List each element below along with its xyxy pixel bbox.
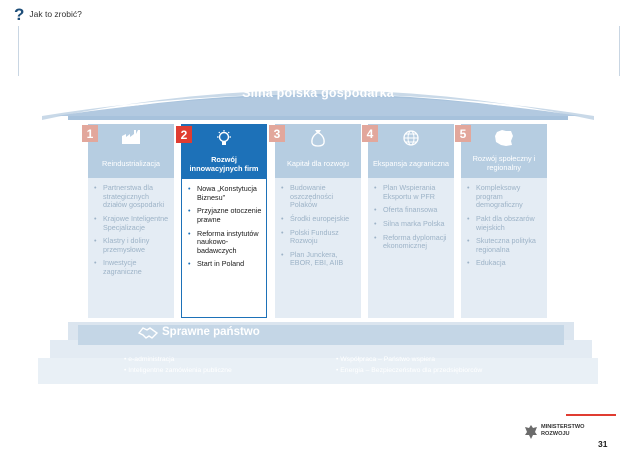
list-item: • Skuteczna polityka regionalna bbox=[467, 237, 543, 254]
pillar-title: Rozwój innowacyjnych firm bbox=[189, 155, 259, 173]
footer-rule bbox=[566, 414, 616, 416]
list-item: • Inwestycje zagraniczne bbox=[94, 259, 170, 276]
pillar-title: Rozwój społeczny i regionalny bbox=[472, 154, 536, 172]
list-item: • Partnerstwa dla strategicznych działów gospodarki bbox=[94, 184, 170, 210]
pillar-title: Reindustrializacja bbox=[102, 158, 160, 168]
list-item: • Kompleksowy program demograficzny bbox=[467, 184, 543, 210]
base-left-list bbox=[124, 355, 232, 376]
pillar-items bbox=[281, 184, 357, 273]
list-item: • Start in Poland bbox=[188, 260, 262, 269]
pillar-items bbox=[94, 184, 170, 282]
list-item: • Reforma dyplomacji ekonomicznej bbox=[374, 234, 450, 251]
temple-base bbox=[38, 322, 598, 384]
list-item: • Energia – Bezpieczeństwo dla przedsiębiorców bbox=[336, 366, 483, 374]
pillar-number: 1 bbox=[82, 125, 98, 142]
ministry-logo bbox=[541, 424, 585, 437]
list-item: • Silna marka Polska bbox=[374, 220, 450, 229]
list-item: • e-administracja bbox=[124, 356, 175, 363]
pillar-capital bbox=[275, 124, 361, 318]
poland-map-icon bbox=[461, 129, 547, 150]
list-item: • Współpraca – Państwo wspiera bbox=[336, 356, 436, 363]
list-item: • Plan Junckera, EBOR, EBI, AIIB bbox=[281, 251, 357, 268]
list-item: • Klastry i doliny przemysłowe bbox=[94, 237, 170, 254]
eagle-emblem-icon bbox=[524, 424, 538, 444]
pillar-reindustrialization bbox=[88, 124, 174, 318]
factory-icon bbox=[88, 129, 174, 148]
pillar-items bbox=[374, 184, 450, 256]
list-item: • Środki europejskie bbox=[281, 215, 357, 224]
page-header bbox=[14, 4, 82, 24]
money-bag-icon bbox=[275, 129, 361, 150]
list-item: • Krajowe Inteligentne Specjalizacje bbox=[94, 215, 170, 232]
list-item: • Pakt dla obszarów wiejskich bbox=[467, 215, 543, 232]
lightbulb-icon bbox=[182, 130, 266, 151]
list-item: • Oferta finansowa bbox=[374, 206, 450, 215]
question-mark-icon: ? bbox=[14, 4, 25, 24]
pillar-items bbox=[188, 185, 262, 274]
base-step bbox=[38, 358, 598, 384]
pillar-foreign-expansion bbox=[368, 124, 454, 318]
right-divider bbox=[619, 26, 620, 76]
base-title: Sprawne państwo bbox=[162, 326, 260, 338]
base-right-list bbox=[336, 355, 482, 376]
handshake-icon bbox=[138, 325, 158, 344]
pillar-number: 5 bbox=[455, 125, 471, 142]
ministry-line-2: ROZWOJU bbox=[541, 430, 570, 437]
pillar-items bbox=[467, 184, 543, 273]
ministry-line-1: MINISTERSTWO bbox=[541, 424, 585, 430]
pillar-number: 3 bbox=[269, 125, 285, 142]
pillar-title: Ekspansja zagraniczna bbox=[372, 158, 449, 168]
page-title: Jak to zrobić? bbox=[29, 9, 82, 19]
list-item: • Przyjazne otoczenie prawne bbox=[188, 207, 262, 224]
list-item: • Reforma instytutów naukowo-badawczych bbox=[188, 230, 262, 256]
pillar-header bbox=[368, 124, 454, 178]
list-item: • Inteligentne zamówienia publiczne bbox=[124, 366, 232, 374]
pillar-header bbox=[275, 124, 361, 178]
list-item: • Plan Wspierania Eksportu w PFR bbox=[374, 184, 450, 201]
pillar-innovative-firms bbox=[181, 124, 267, 318]
list-item: • Edukacja bbox=[467, 259, 543, 268]
temple-roof bbox=[38, 70, 598, 120]
pillar-number: 2 bbox=[176, 126, 192, 143]
pillar-header bbox=[461, 124, 547, 178]
pillar-number: 4 bbox=[362, 125, 378, 142]
page-number: 31 bbox=[598, 439, 608, 449]
pillar-title: Kapitał dla rozwoju bbox=[286, 158, 350, 168]
pillar-social-regional bbox=[461, 124, 547, 318]
left-divider bbox=[18, 26, 19, 76]
roof-title: Silna polska gospodarka bbox=[242, 86, 394, 100]
pillar-header bbox=[182, 125, 266, 179]
globe-icon bbox=[368, 129, 454, 150]
pillar-header bbox=[88, 124, 174, 178]
list-item: • Polski Fundusz Rozwoju bbox=[281, 229, 357, 246]
list-item: • Budowanie oszczędności Polaków bbox=[281, 184, 357, 210]
list-item: • Nowa „Konstytucja Biznesu” bbox=[188, 185, 262, 202]
